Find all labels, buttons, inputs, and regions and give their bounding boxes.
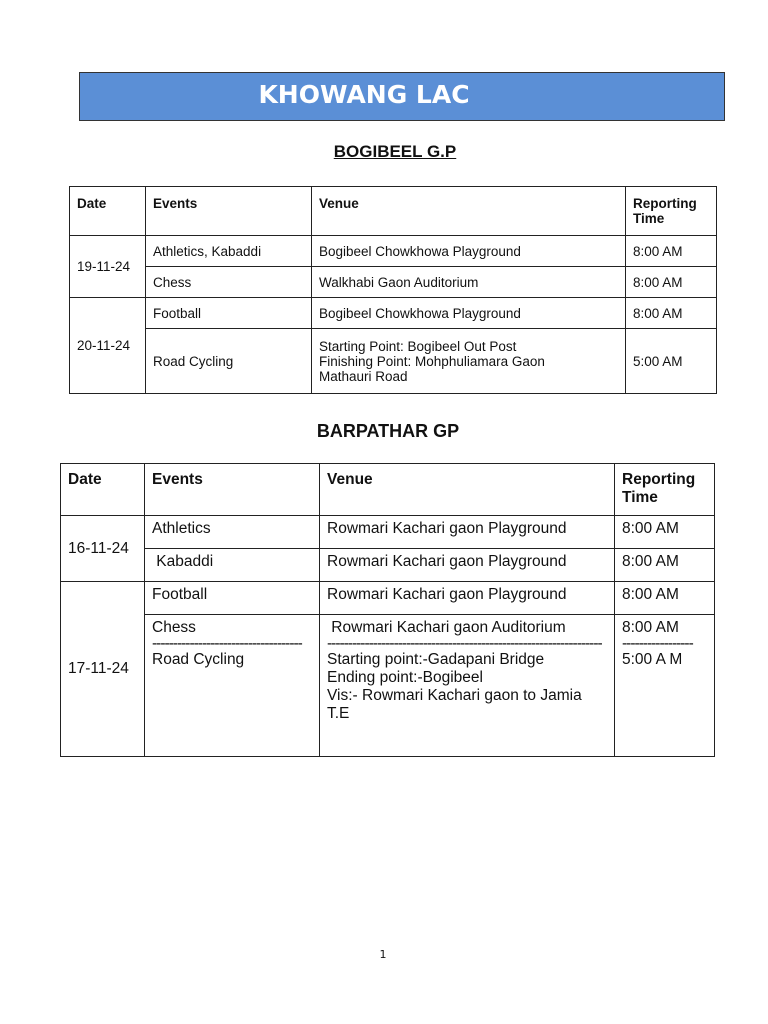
- venue-line: T.E: [327, 705, 350, 722]
- table-row: [61, 549, 715, 582]
- table-row: [61, 582, 715, 615]
- separator-line: -----------------: [622, 637, 693, 651]
- header-venue: Venue: [320, 464, 615, 516]
- header-time-line: Reporting: [633, 196, 697, 211]
- header-venue: Venue: [312, 187, 626, 236]
- header-date: Date: [70, 187, 146, 236]
- date-cell: 20-11-24: [70, 298, 146, 394]
- barpathar-schedule-table: [60, 463, 715, 757]
- header-time-line: Time: [622, 489, 658, 506]
- venue-cell: [312, 329, 626, 394]
- date-cell: 16-11-24: [61, 516, 145, 582]
- venue-line: Rowmari Kachari gaon Auditorium: [327, 619, 566, 636]
- table-header-row: [61, 464, 715, 516]
- header-time-line: Time: [633, 211, 665, 226]
- venue-cell: Walkhabi Gaon Auditorium: [312, 267, 626, 298]
- table-row: [70, 267, 717, 298]
- bogibeel-schedule-table: [69, 186, 717, 394]
- time-cell: 8:00 AM: [626, 267, 717, 298]
- event-cell: Football: [146, 298, 312, 329]
- time-cell: 8:00 AM: [615, 516, 715, 549]
- time-cell: 5:00 AM: [626, 329, 717, 394]
- separator-line: ------------------------------------: [152, 637, 302, 651]
- header-reporting-time: [615, 464, 715, 516]
- page-number: 1: [379, 948, 387, 961]
- venue-cell: Bogibeel Chowkhowa Playground: [312, 298, 626, 329]
- time-cell: 8:00 AM: [626, 236, 717, 267]
- table-header-row: [70, 187, 717, 236]
- time-cell: 8:00 AM: [615, 549, 715, 582]
- venue-cell: Rowmari Kachari gaon Playground: [320, 549, 615, 582]
- time-value: 5:00 A M: [622, 651, 683, 668]
- event-cell: [145, 615, 320, 757]
- time-cell: 8:00 AM: [615, 582, 715, 615]
- venue-line: Starting point:-Gadapani Bridge: [327, 651, 545, 668]
- title-banner: [79, 72, 725, 121]
- table-row: [70, 236, 717, 267]
- venue-cell: [320, 615, 615, 757]
- venue-cell: Rowmari Kachari gaon Playground: [320, 516, 615, 549]
- event-cell: Football: [145, 582, 320, 615]
- event-cell: Athletics, Kabaddi: [146, 236, 312, 267]
- header-date: Date: [61, 464, 145, 516]
- venue-cell: Bogibeel Chowkhowa Playground: [312, 236, 626, 267]
- header-reporting-time: [626, 187, 717, 236]
- bogibeel-section-title: BOGIBEEL G.P: [333, 142, 457, 161]
- venue-cell: Rowmari Kachari gaon Playground: [320, 582, 615, 615]
- time-cell: 8:00 AM: [626, 298, 717, 329]
- table-row: [70, 329, 717, 394]
- banner-title: KHOWANG LAC: [258, 80, 470, 109]
- event-cell: Kabaddi: [145, 549, 320, 582]
- event-name: Chess: [152, 619, 196, 636]
- header-time-line: Reporting: [622, 471, 696, 488]
- date-cell: 19-11-24: [70, 236, 146, 298]
- table-row: [70, 298, 717, 329]
- event-cell: Athletics: [145, 516, 320, 549]
- time-cell: [615, 615, 715, 757]
- venue-line: Starting Point: Bogibeel Out Post: [319, 338, 517, 354]
- separator-line: ------------------------------------------------------------------: [327, 637, 602, 651]
- table-row: [61, 615, 715, 757]
- venue-line: Vis:- Rowmari Kachari gaon to Jamia: [327, 687, 582, 704]
- event-cell: Chess: [146, 267, 312, 298]
- event-name: Road Cycling: [152, 651, 245, 668]
- barpathar-section-title: BARPATHAR GP: [316, 421, 460, 441]
- venue-line: Ending point:-Bogibeel: [327, 669, 483, 686]
- venue-line: Mathauri Road: [319, 368, 408, 384]
- time-value: 8:00 AM: [622, 619, 679, 636]
- header-events: Events: [146, 187, 312, 236]
- header-events: Events: [145, 464, 320, 516]
- venue-line: Finishing Point: Mohphuliamara Gaon: [319, 353, 545, 369]
- event-cell: Road Cycling: [146, 329, 312, 394]
- date-cell: 17-11-24: [61, 582, 145, 757]
- table-row: [61, 516, 715, 549]
